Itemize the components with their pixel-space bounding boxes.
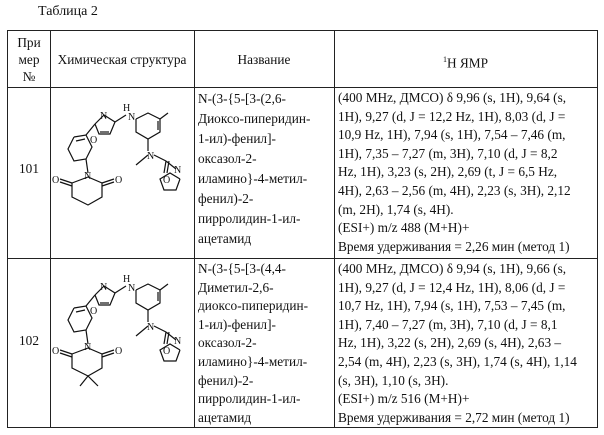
amine-n-label: N [128,112,136,123]
header-example-line: При [17,35,41,50]
nmr-line: 1H), 7,35 – 7,27 (m, 3H), 7,10 (d, J = 8,2 [338,145,558,161]
header-structure: Химическая структура [57,52,187,67]
nmr-line: (m, 2H), 1,74 (s, 4H). [338,201,454,217]
name-line: ацетамид [198,409,252,425]
name-line: иламино}-4-метил- [198,353,308,369]
nmr-data [338,89,571,256]
header-nmr [334,51,597,71]
amide-n-label: N [147,322,155,333]
amine-h-label: H [123,274,131,285]
name-line: пирролидин-1-ил- [198,211,301,226]
nmr-line: Время удерживания = 2,72 мин (метод 1) [338,409,570,425]
bond-skeleton [60,113,180,205]
compound-name [198,260,308,427]
nmr-line: 1H), 9,27 (d, J = 12,2 Hz, 1H), 8,03 (d, J = [338,108,566,124]
column-divider [194,31,195,427]
nmr-line: Время удерживания = 2,26 мин (метод 1) [338,238,570,254]
name-line: оксазол-2- [198,151,257,166]
oxazole-o-label: O [90,306,98,317]
name-line: Диоксо-пиперидин- [198,111,311,126]
oxazole-n-label: N [100,282,108,293]
nmr-line: Hz, 1H), 3,22 (s, 2H), 2,69 (s, 4H), 2,63 – [338,335,562,351]
bond-skeleton [60,284,180,386]
compound-name [198,89,310,249]
name-line: N-(3-{5-[3-(4,4- [198,261,286,276]
imide-o1-label: O [52,175,60,186]
column-divider [334,31,335,427]
name-line: иламино}-4-метил- [198,171,308,186]
nmr-line: 1H), 7,40 – 7,27 (m, 3H), 7,10 (d, J = 8,1 [338,316,558,332]
imide-n-label: N [84,171,92,182]
structure-102 [52,260,192,428]
structure-101 [52,89,192,257]
name-line: 1-ил)-фенил]- [198,131,276,146]
pyrrolidine-n-label: N [174,165,182,176]
imide-o2-label: O [115,175,123,186]
nmr-line: 10,9 Hz, 1H), 7,94 (s, 1H), 7,54 – 7,46 (m, [338,127,566,143]
nmr-line: 1H), 9,27 (d, J = 12,4 Hz, 1H), 8,06 (d, J = [338,279,566,295]
atom-labels [52,103,181,186]
column-divider [50,31,51,427]
imide-n-label: N [84,342,92,353]
nmr-line: (ESI+) m/z 488 (M+H)+ [338,220,470,236]
amine-h-label: H [123,103,131,114]
imide-o2-label: O [115,346,123,357]
header-example [8,34,50,85]
header-example-line: мер [18,52,40,67]
name-line: фенил)-2- [198,191,254,206]
nmr-line: 4H), 2,63 – 2,56 (m, 4H), 2,23 (s, 3H), 2,12 [338,182,571,198]
header-example-line: № [22,69,36,84]
name-line: N-(3-{5-[3-(2,6- [198,91,286,106]
name-line: 1-ил)-фенил]- [198,316,276,332]
oxazole-n-label: N [100,111,108,122]
amine-n-label: N [128,283,136,294]
atom-labels [52,274,181,357]
header-name: Название [237,52,291,67]
nmr-line: (400 MHz, ДМСО) δ 9,94 (s, 1H), 9,66 (s, [338,261,567,276]
nmr-line: 10,7 Hz, 1H), 7,94 (s, 1H), 7,53 – 7,45 (m, [338,298,566,314]
amide-o-label: O [163,175,171,186]
nmr-line: Hz, 1H), 3,23 (s, 2H), 2,69 (t, J = 6,5 Hz, [338,164,558,180]
amide-n-label: N [147,151,155,162]
name-line: Диметил-2,6- [198,279,274,295]
nmr-line: (ESI+) m/z 516 (M+H)+ [338,391,470,407]
row-number: 101 [19,161,39,176]
nmr-line: (s, 3H), 1,10 (s, 3H). [338,372,449,388]
compound-table [7,30,598,428]
table-caption: Таблица 2 [38,4,98,19]
nmr-line: 2,54 (m, 4H), 2,23 (s, 3H), 1,74 (s, 4H), 1,14 [338,353,577,369]
name-line: диоксо-пиперидин- [198,298,309,314]
nmr-label: H ЯМР [446,55,488,71]
row-divider [8,258,597,259]
nmr-superscript: 1 [442,55,447,64]
pyrrolidine-n-label: N [174,336,182,347]
amide-o-label: O [163,346,171,357]
imide-o1-label: O [52,346,60,357]
nmr-line: (400 MHz, ДМСО) δ 9,96 (s, 1H), 9,64 (s, [338,90,567,105]
name-line: оксазол-2- [198,335,257,351]
row-divider [8,87,597,88]
name-line: ацетамид [198,231,252,246]
row-number: 102 [19,333,39,348]
oxazole-o-label: O [90,135,98,146]
nmr-data [338,260,577,427]
name-line: пирролидин-1-ил- [198,391,301,407]
name-line: фенил)-2- [198,372,254,388]
